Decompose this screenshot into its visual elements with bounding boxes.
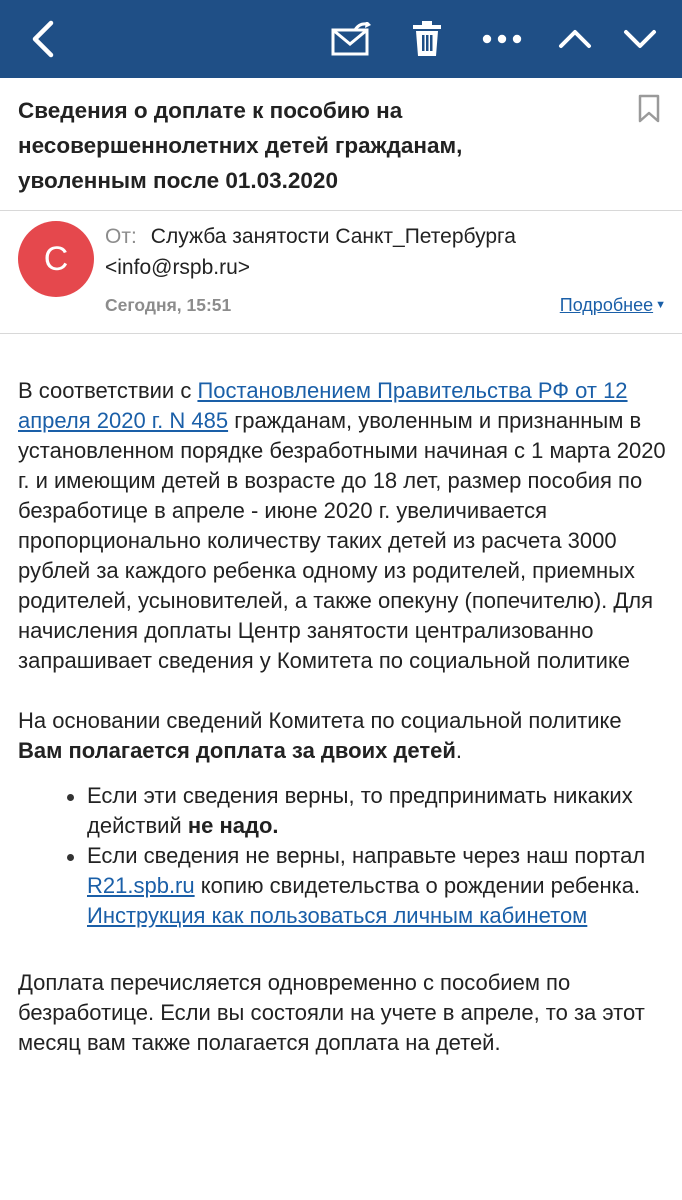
details-link[interactable] [560, 295, 666, 316]
p1-text-start: В соответствии с [18, 378, 198, 403]
p1-text-end: гражданам, уволенным и признанным в установленном порядке безработными начиная с 1 марта 2020 г. и имеющим детей в возрасте до 18 лет, размер пособия по безработице в апреле - июне 2020 г. увеличивается пропорционально количеству таких детей из расчета 3000 рублей за каждого ребенка одному из родителей, приемных родителей, усыновителей, а также опекуну (попечителю). Для начисления доплаты Центр занятости централизованно запрашивает сведения у Комитета по социальной политике [18, 408, 666, 673]
email-subject: Сведения о доплате к пособию на несовершеннолетних детей гражданам, уволенным после 01.03.2020 [18, 98, 463, 193]
back-arrow-icon[interactable] [16, 0, 70, 78]
more-dots-icon[interactable] [476, 0, 528, 78]
p2-bold-text: Вам полагается доплата за двоих детей [18, 738, 456, 763]
email-body [18, 376, 666, 1058]
email-date: Сегодня, 15:51 [105, 295, 232, 315]
list-item [87, 781, 666, 841]
bullet2-text-start: Если сведения не верны, направьте через наш портал [87, 843, 646, 868]
bullet1-text: Если эти сведения верны, то предпринимать никаких действий [87, 783, 633, 838]
trash-icon[interactable] [402, 0, 452, 78]
chevron-up-icon[interactable] [548, 0, 602, 78]
chevron-down-icon[interactable] [612, 0, 668, 78]
avatar: С [18, 221, 94, 297]
mark-unread-icon[interactable] [324, 0, 378, 78]
body-paragraph-1 [18, 376, 666, 676]
bookmark-icon[interactable] [636, 94, 662, 124]
bullet-list [18, 781, 666, 931]
p2-text-end: . [455, 738, 463, 763]
instruction-link[interactable]: Инструкция как пользоваться личным кабинетом [87, 903, 588, 928]
body-paragraph-2 [18, 706, 666, 766]
portal-link[interactable]: R21.spb.ru [87, 873, 195, 898]
bullet2-text-mid: копию свидетельства о рождении ребенка. [194, 873, 641, 898]
caret-down-icon: ▼ [655, 299, 666, 311]
from-line [105, 221, 665, 283]
list-item [87, 841, 666, 931]
details-link-label: Подробнее [559, 295, 654, 315]
sender-block [0, 211, 682, 334]
decree-link[interactable]: Постановлением Правительства РФ от 12 апреля 2020 г. N 485 [18, 378, 628, 433]
sender-email: <info@rspb.ru> [105, 256, 251, 279]
subject-header [0, 78, 682, 211]
sender-name: Служба занятости Санкт_Петербурга [150, 225, 516, 248]
body-paragraph-3: Доплата перечисляется одновременно с пособием по безработице. Если вы состояли на учете в апреле, то за этот месяц вам также полагается доплата на детей. [18, 970, 645, 1055]
bullet1-bold: не надо. [187, 813, 279, 838]
from-label: От: [105, 225, 137, 248]
email-toolbar [0, 0, 682, 78]
p2-text-start: На основании сведений Комитета по социальной политике [18, 708, 622, 733]
